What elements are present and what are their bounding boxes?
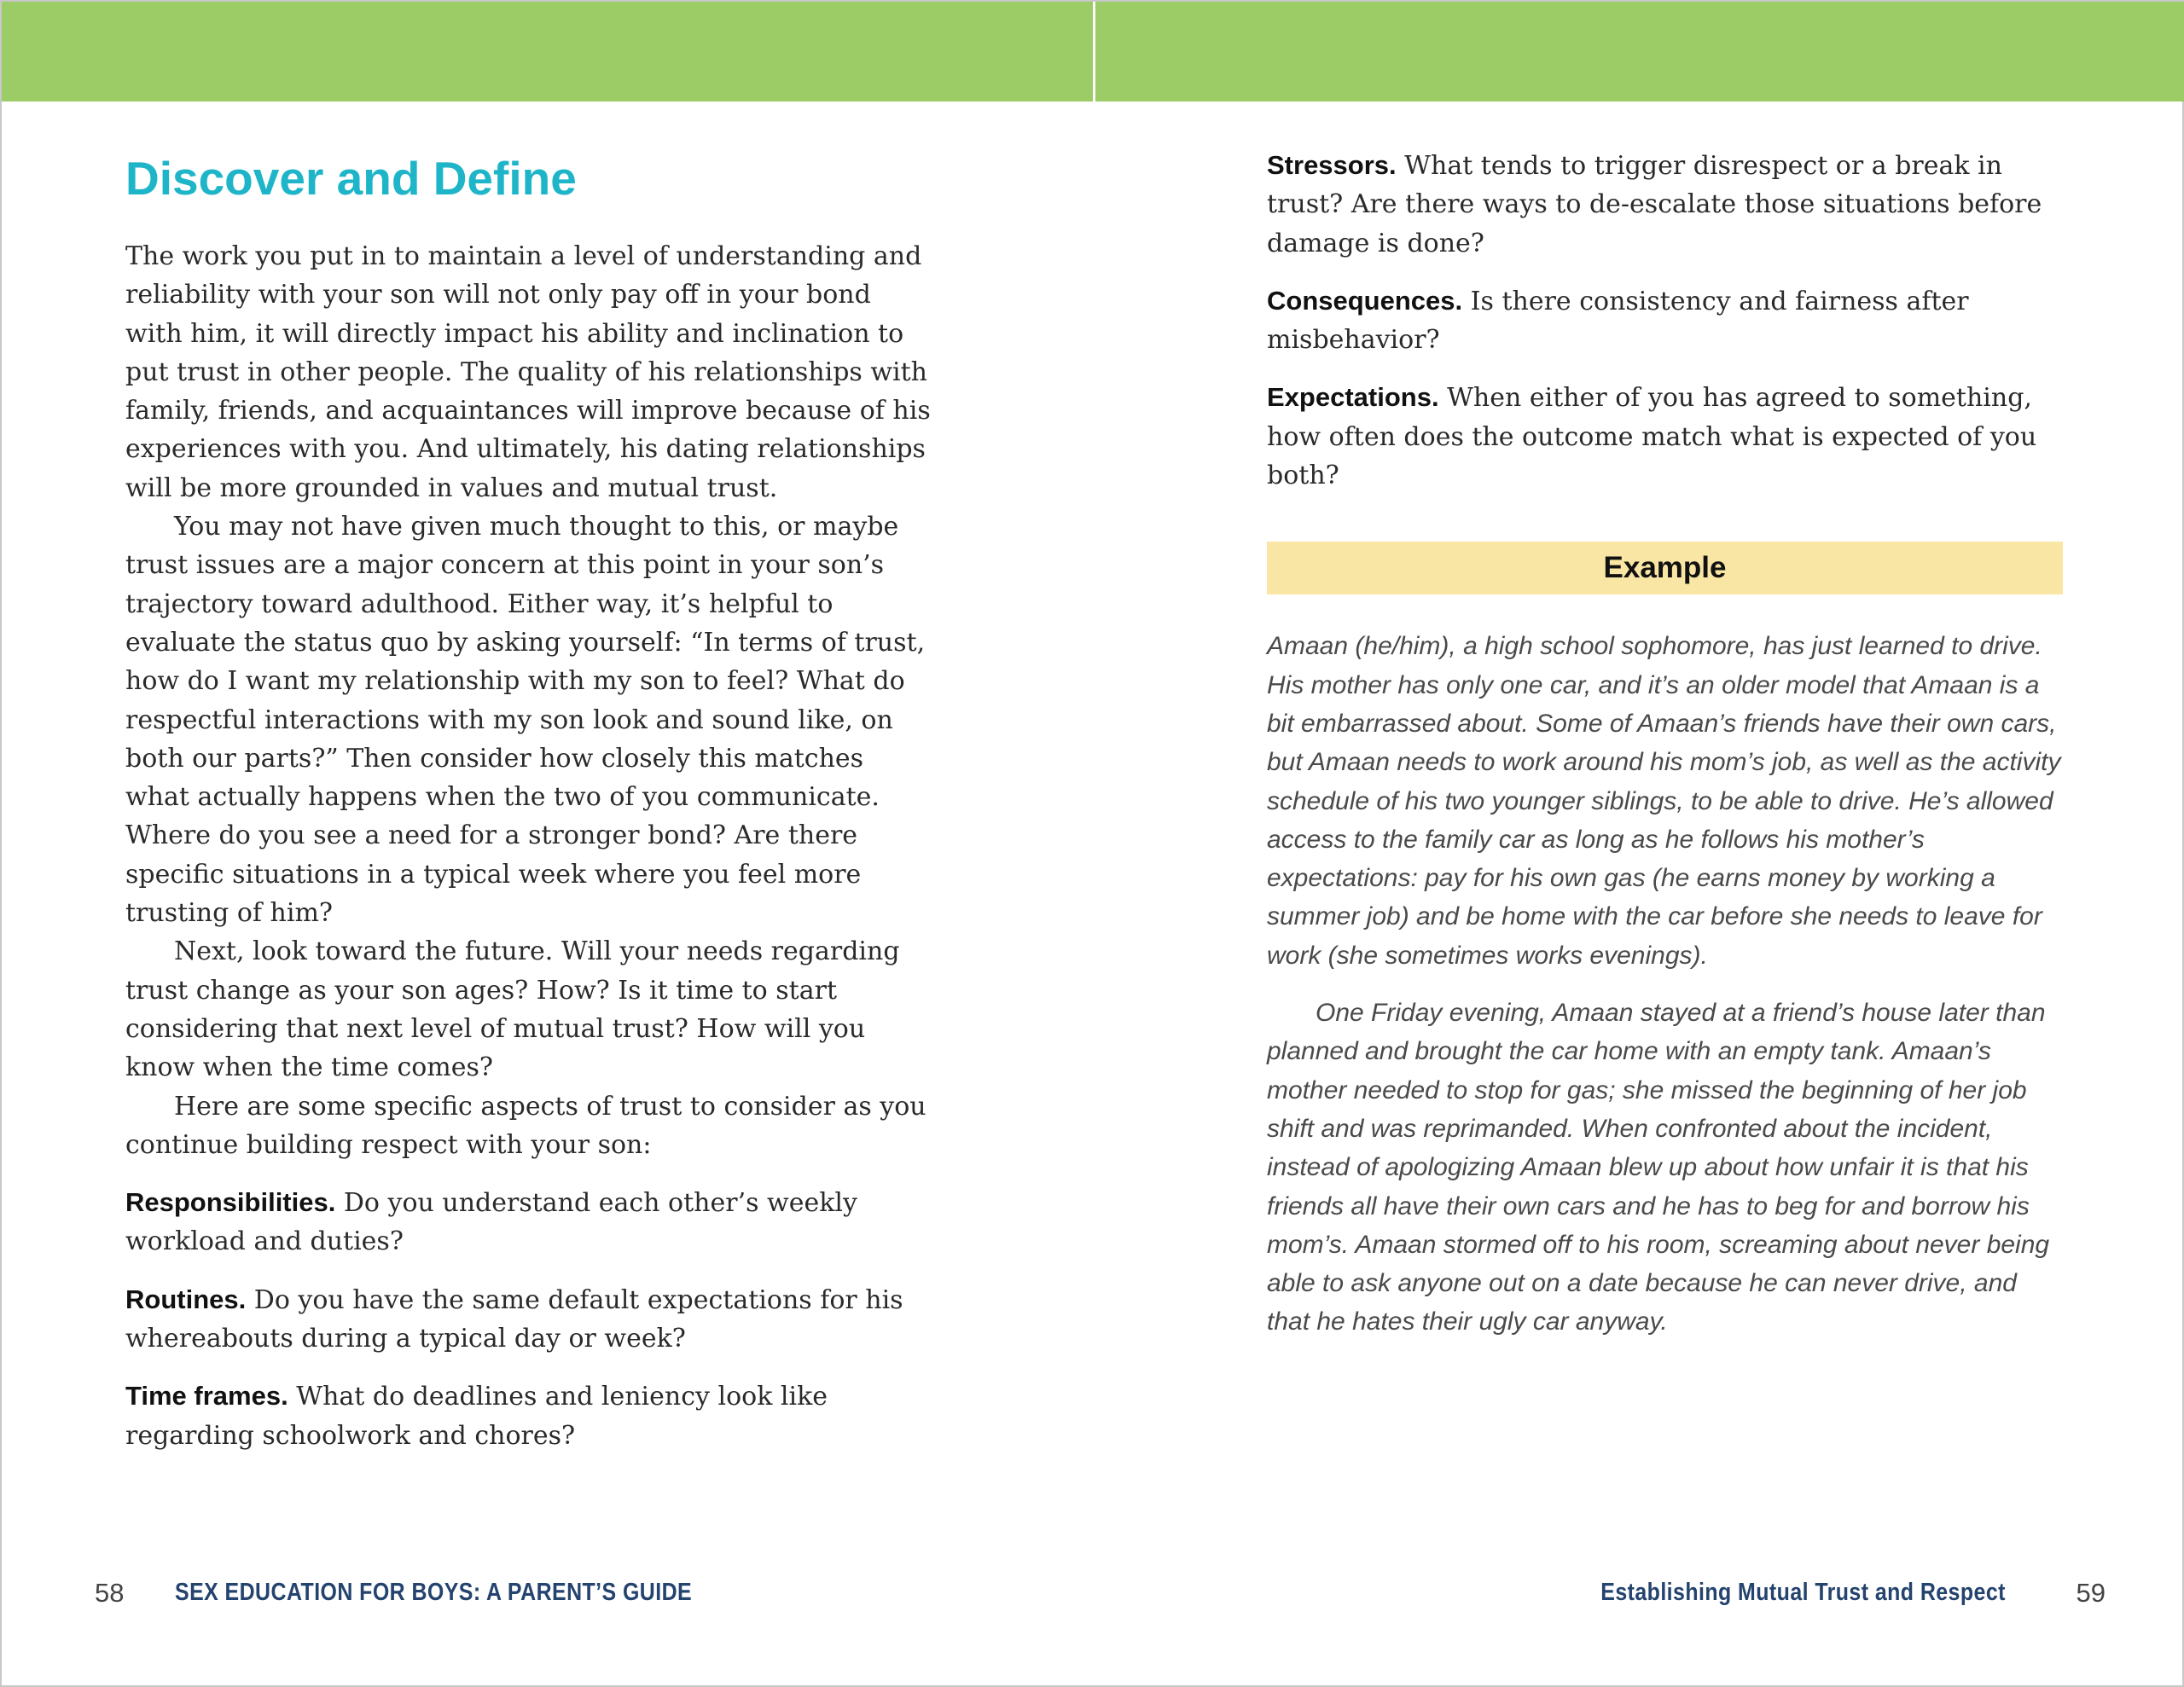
- aspect-item: [125, 1377, 932, 1455]
- aspect-text: Do you understand each other’s weekly workload and duties?: [125, 1188, 857, 1257]
- aspect-item: [1267, 146, 2063, 263]
- aspect-item: [1267, 281, 2063, 360]
- aspect-term: Consequences.: [1267, 285, 1463, 316]
- body-paragraph: Next, look toward the future. Will your needs regarding trust change as your son ages? How? Is it time to start considering that next level of mutual trust? How will you know when the time comes?: [125, 936, 900, 1083]
- aspect-text: Do you have the same default expectations for his whereabouts during a typical day or week?: [125, 1284, 903, 1354]
- aspect-term: Expectations.: [1267, 382, 1439, 413]
- aspect-text: What do deadlines and leniency look like regarding schoolwork and chores?: [125, 1382, 828, 1451]
- running-head-right: Establishing Mutual Trust and Respect: [1600, 1579, 2006, 1606]
- aspect-term: Stressors.: [1267, 150, 1397, 180]
- aspect-item: [125, 1280, 932, 1359]
- aspect-term: Responsibilities.: [125, 1187, 336, 1218]
- body-paragraph: Here are some specific aspects of trust to consider as you continue building respect with your son:: [125, 1091, 926, 1160]
- example-paragraph: Amaan (he/him), a high school sophomore, has just learned to drive. His mother has only one car, and it’s an older model that Amaan is a bit embarrassed about. Some of Amaan’s friends have their own cars, but Amaan needs to work around his mom’s job, as well as the activity schedule of his two younger siblings, to be able to drive. He’s allowed access to the family car as long as he follows his mother’s expectations: pay for his own gas (he earns money by working a summer job) and be home with the car before she needs to leave for work (she sometimes works evenings).: [1267, 632, 2061, 970]
- aspect-term: Time frames.: [125, 1381, 288, 1412]
- body-paragraph: You may not have given much thought to this, or maybe trust issues are a major concern at this point in your son’s trajectory toward adulthood. Either way, it’s helpful to evaluate the status quo by asking yourself: “In terms of trust, how do I want my relationship with my son to feel? What do respectful interactions with my son look and sound like, on both our parts?” Then consider how closely this matches what actually happens when the two of you communicate. Where do you see a need for a stronger bond? Are there specific situations in a typical week where you feel more trusting of him?: [125, 512, 926, 929]
- running-head-left: SEX EDUCATION FOR BOYS: A PARENT’S GUIDE: [175, 1579, 693, 1606]
- example-heading: Example: [1267, 542, 2063, 594]
- aspect-term: Routines.: [125, 1284, 247, 1314]
- example-paragraph: One Friday evening, Amaan stayed at a friend’s house later than planned and brought the car home with an empty tank. Amaan’s mother needed to stop for gas; she missed the beginning of her job shift and was reprimanded. When confronted about the incident, instead of apologizing Amaan blew up about how unfair it is that his friends all have their own cars and he has to beg for and borrow his mom’s. Amaan stormed off to his room, screaming about never being able to ask anyone out on a date because he can never drive, and that he hates their ugly car anyway.: [1267, 999, 2050, 1336]
- header-band-left: [2, 2, 1093, 101]
- aspect-item: [1267, 378, 2063, 495]
- page-number-left: 58: [95, 1578, 125, 1608]
- aspect-text: Is there consistency and fairness after misbehavior?: [1267, 286, 1969, 356]
- section-title: Discover and Define: [125, 152, 577, 205]
- right-page: [1267, 101, 2063, 1342]
- header-band-right: [1095, 2, 2184, 101]
- aspect-text: What tends to trigger disrespect or a break in trust? Are there ways to de-escalate those situations before damage is done?: [1267, 151, 2042, 258]
- page-number-right: 59: [2076, 1578, 2106, 1608]
- left-page: [125, 101, 932, 1455]
- aspect-item: [125, 1183, 932, 1261]
- aspect-text: When either of you has agreed to something, how often does the outcome match what is expected of you both?: [1267, 383, 2037, 491]
- body-paragraph: The work you put in to maintain a level of understanding and reliability with your son will not only pay off in your bond with him, it will directly impact his ability and inclination to put trust in other people. The quality of his relationships with family, friends, and acquaintances will improve because of his experiences with you. And ultimately, his dating relationships will be more grounded in values and mutual trust.: [125, 241, 931, 503]
